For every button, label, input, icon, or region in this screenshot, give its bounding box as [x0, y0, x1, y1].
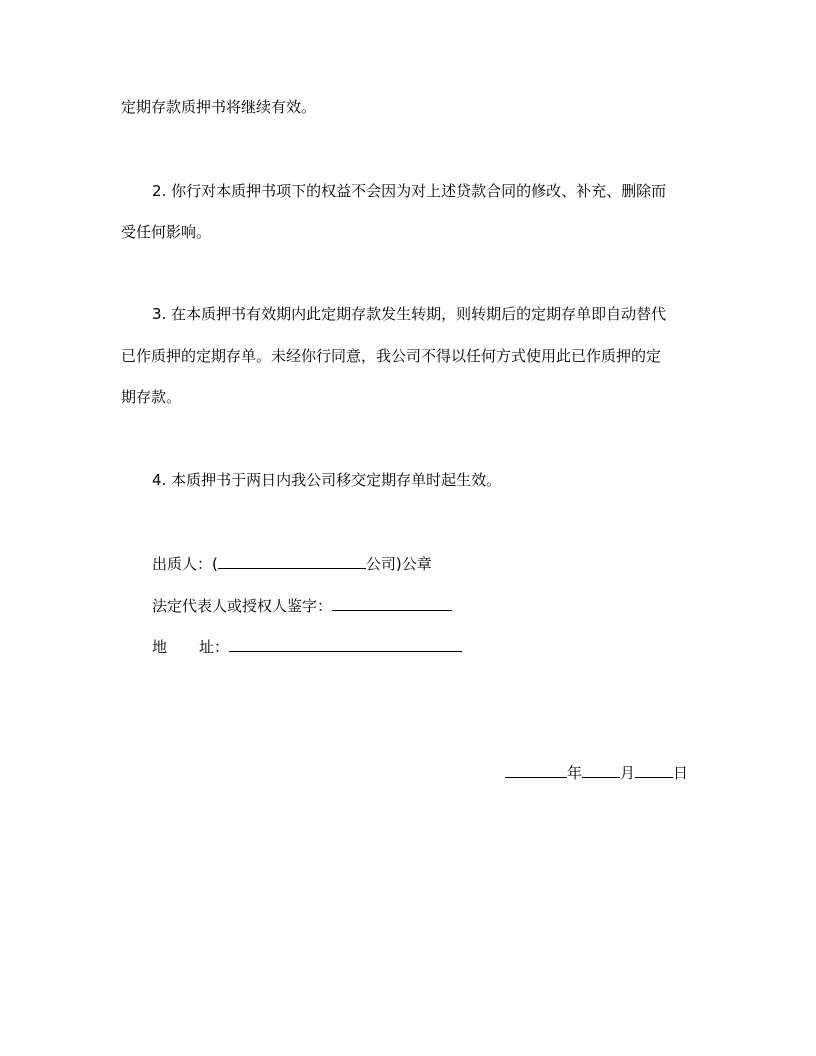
- day-blank[interactable]: [635, 762, 673, 778]
- pledgor-company-blank[interactable]: [218, 553, 366, 569]
- address-line: [152, 636, 462, 657]
- legal-rep-label: 法定代表人或授权人鉴字：: [152, 597, 333, 615]
- clause-4-line-1: 4. 本质押书于两日内我公司移交定期存单时起生效。: [152, 471, 502, 489]
- address-label-second-char: 址：: [199, 638, 230, 656]
- address-label-first-char: 地: [152, 638, 168, 656]
- year-label: 年: [567, 764, 583, 782]
- pledgor-suffix: 公司)公章: [365, 555, 432, 573]
- legal-rep-line: [152, 595, 452, 616]
- month-label: 月: [620, 764, 636, 782]
- clause-2-line-1: 2. 你行对本质押书项下的权益不会因为对上述贷款合同的修改、补充、删除而: [152, 182, 667, 200]
- clause-3-line-1: 3. 在本质押书有效期内此定期存款发生转期，则转期后的定期存单即自动替代: [152, 305, 667, 323]
- pledgor-label: 出质人：(: [152, 555, 218, 573]
- legal-rep-signature-blank[interactable]: [332, 595, 452, 611]
- address-blank[interactable]: [229, 636, 462, 652]
- day-label: 日: [673, 764, 689, 782]
- date-line: [505, 762, 688, 783]
- year-blank[interactable]: [505, 762, 567, 778]
- pledgor-line: [152, 553, 432, 574]
- clause-2-line-2: 受任何影响。: [121, 223, 212, 241]
- month-blank[interactable]: [582, 762, 620, 778]
- paragraph-1-line-1: 定期存款质押书将继续有效。: [121, 98, 317, 116]
- clause-3-line-3: 期存款。: [121, 388, 182, 406]
- clause-3-line-2: 已作质押的定期存单。未经你行同意，我公司不得以任何方式使用此已作质押的定: [121, 347, 662, 365]
